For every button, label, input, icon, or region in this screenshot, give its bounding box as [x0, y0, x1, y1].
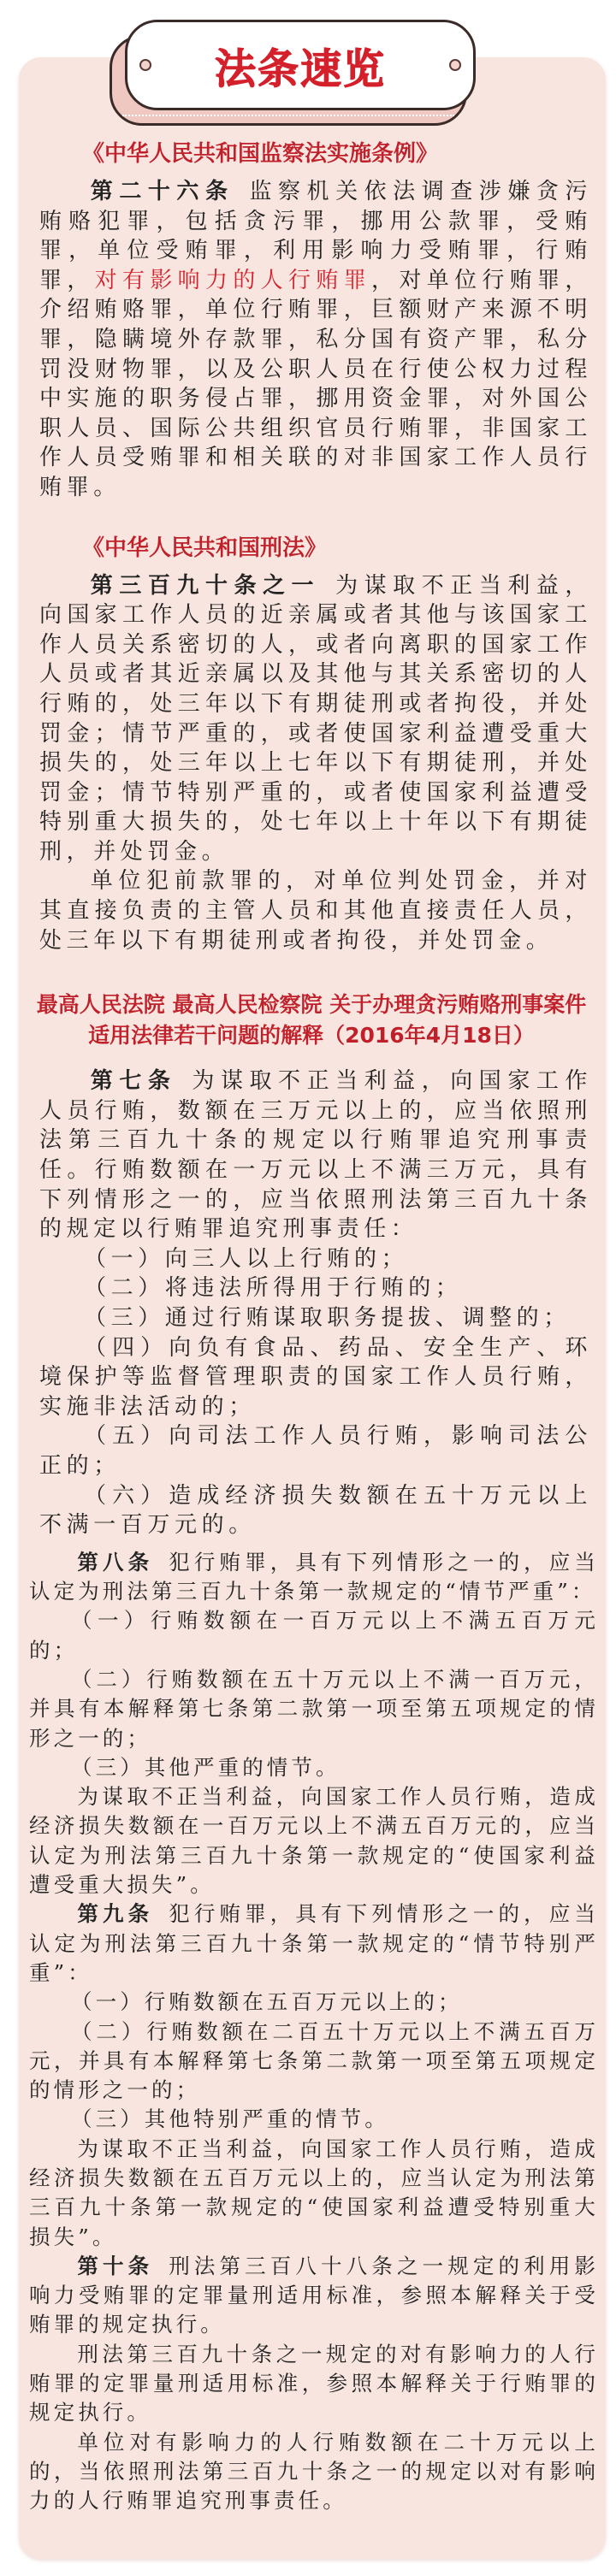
list-item: （三）通过行贿谋取职务提拔、调整的；	[84, 1305, 571, 1331]
article-paragraph: 单位犯前款罪的，对单位判处罚金，并对其直接负责的主管人员和其他直接责任人员，处三年以下有期徒刑或者拘役，并处罚金。	[39, 868, 592, 954]
article-number: 第三百九十条之一	[90, 572, 321, 599]
article-text: 监察机关依法调查涉嫌贪污贿赂犯罪，包括贪污罪，挪用公款罪，受贿罪，单位受贿罪，利用影响力受贿罪，行贿罪，	[39, 179, 592, 293]
article-paragraph: 单位对有影响力的人行贿数额在二十万元以上的，当依照刑法第三百九十条之一的规定以对有影响力的人行贿罪追究刑事责任。	[29, 2429, 599, 2514]
articles-8-10-block	[29, 1548, 599, 2516]
article-8	[29, 1548, 599, 1607]
article-text: ，对单位行贿罪，介绍贿赂罪，单位行贿罪，巨额财产来源不明罪，隐瞒境外存款罪，私分国有资产罪，私分罚没财物罪，以及公职人员在行使公权力过程中实施的职务侵占罪，挪用资金罪，对外国公职人员、国际公共组织官员行贿罪，非国家工作人员受贿罪和相关联的对非国家工作人员行贿罪。	[39, 267, 592, 500]
content-card	[19, 57, 606, 2559]
section-heading-criminal-law: 《中华人民共和国刑法》	[82, 535, 328, 561]
highlighted-crime: 对有影响力的人行贿罪	[94, 267, 372, 293]
list-item: （五）向司法工作人员行贿，影响司法公正的；	[39, 1423, 592, 1479]
list-item: （二）行贿数额在二百五十万元以上不满五百万元，并具有本解释第七条第二款第一项至第五项规定的情形之一的；	[29, 2018, 599, 2103]
list-item: （三）其他严重的情节。	[71, 1754, 341, 1780]
list-item: （二）将违法所得用于行贿的；	[84, 1275, 463, 1302]
article-text: 犯行贿罪，具有下列情形之一的，应当认定为刑法第三百九十条第一款规定的“情节严重”：	[29, 1549, 599, 1604]
list-item: （一）行贿数额在五百万元以上的；	[71, 1989, 463, 2015]
section-heading-supervision-regulation: 《中华人民共和国监察法实施条例》	[82, 141, 439, 167]
article-number: 第八条	[77, 1549, 154, 1575]
article-7	[39, 1066, 592, 1244]
list-item: （一）向三人以上行贿的；	[84, 1245, 409, 1272]
article-7-block	[39, 1066, 592, 1540]
article-number: 第二十六条	[90, 179, 234, 204]
list-item: （六）造成经济损失数额在五十万元以上不满一百万元的。	[39, 1482, 592, 1539]
article-paragraph: 为谋取不正当利益，向国家工作人员行贿，造成经济损失数额在一百万元以上不满五百万元的，应当认定为刑法第三百九十条第一款规定的“使国家利益遭受重大损失”。	[29, 1784, 599, 1898]
article-26	[39, 177, 592, 503]
article-text: 犯行贿罪，具有下列情形之一的，应当认定为刑法第三百九十条第一款规定的“情节特别严重”：	[29, 1901, 599, 1985]
list-item: （一）行贿数额在一百万元以上不满五百万元的；	[29, 1608, 599, 1663]
article-390-1	[39, 571, 592, 867]
list-item: （三）其他特别严重的情节。	[71, 2106, 389, 2132]
article-10	[29, 2252, 599, 2340]
title-banner	[110, 20, 477, 124]
article-paragraph: 刑法第三百九十条之一规定的对有影响力的人行贿罪的定罪量刑适用标准，参照本解释关于行贿罪的规定执行。	[29, 2341, 599, 2425]
article-number: 第九条	[77, 1901, 154, 1927]
list-item: （四）向负有食品、药品、安全生产、环境保护等监督管理职责的国家工作人员行贿，实施非法活动的；	[39, 1334, 592, 1420]
article-text: 为谋取不正当利益，向国家工作人员的近亲属或者其他与该国家工作人员关系密切的人，或者向离职的国家工作人员或者其近亲属以及其他与其关系密切的人行贿的，处三年以下有期徒刑或者拘役，并处罚金；情节严重的，或者使国家利益遭受重大损失的，处三年以上七年以下有期徒刑，并处罚金；情节特别严重的，或者使国家利益遭受特别重大损失的，处七年以上十年以下有期徒刑，并处罚金。	[39, 572, 592, 865]
article-number: 第十条	[77, 2253, 154, 2278]
banner-dot-icon	[139, 59, 151, 71]
banner-title: 法条速览	[214, 44, 386, 93]
section-body-supervision-regulation	[39, 177, 592, 503]
banner-front	[125, 20, 476, 110]
section-spacer	[19, 503, 606, 534]
list-item: （二）行贿数额在五十万元以上不满一百万元，并具有本解释第七条第二款第一项至第五项规定的情形之一的；	[29, 1666, 599, 1751]
article-paragraph: 为谋取不正当利益，向国家工作人员行贿，造成经济损失数额在五百万元以上的，应当认定为刑法第三百九十条第一款规定的“使国家利益遭受特别重大损失”。	[29, 2136, 599, 2249]
section-body-criminal-law	[39, 571, 592, 956]
article-text: 刑法第三百八十八条之一规定的利用影响力受贿罪的定罪量刑适用标准，参照本解释关于受贿罪的规定执行。	[29, 2253, 599, 2337]
article-number: 第七条	[90, 1068, 177, 1095]
banner-dot-icon	[449, 59, 461, 71]
article-text: 为谋取不正当利益，向国家工作人员行贿，数额在三万元以上的，应当依照刑法第三百九十条的规定以行贿罪追究刑事责任。行贿数额在一万元以上不满三万元，具有下列情形之一的，应当依照刑法第三百九十条的规定以行贿罪追究刑事责任：	[39, 1068, 592, 1243]
article-9	[29, 1900, 599, 1988]
section-heading-judicial-interpretation: 最高人民法院 最高人民检察院 关于办理贪污贿赂刑事案件适用法律若干问题的解释（2016年4月18日）	[36, 992, 587, 1049]
